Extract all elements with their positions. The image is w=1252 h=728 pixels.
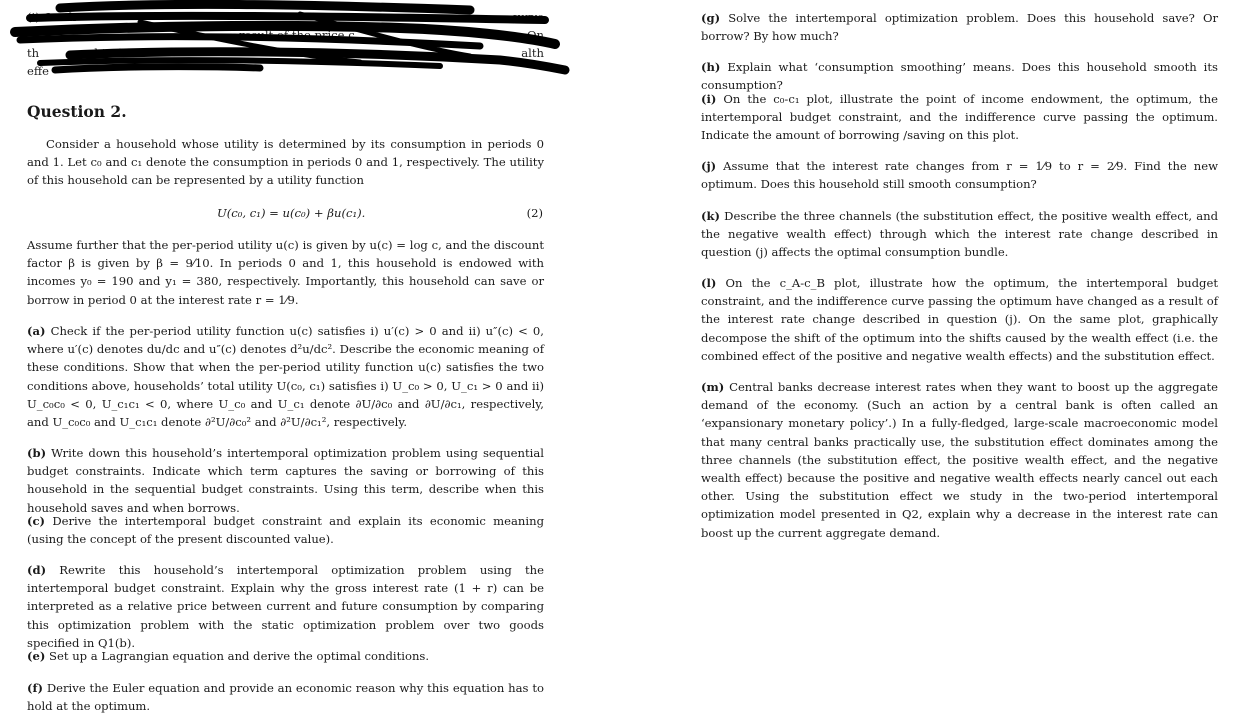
part-b-text: Write down this household’s intertemporal optimization problem using sequential budget constraints. Indicate which term captures the saving or borrowing of this household in the sequential budget constraints. Using this term, describe when this household saves and when borrows. [27,446,544,515]
part-i [701,90,1218,145]
part-l [701,274,1218,365]
part-j [701,157,1218,193]
part-d [27,561,544,652]
equation-body: U(c₀, c₁) = u(c₀) + βu(c₁). [217,206,366,220]
part-c-label: (c) [27,514,46,528]
part-e-text: Set up a Lagrangian equation and derive the optimal conditions. [49,649,430,663]
part-g-text: Solve the intertemporal optimization problem. Does this household save? Or borrow? By how much? [701,11,1219,44]
part-k [701,207,1218,262]
part-h-label: (h) [701,60,721,74]
part-f-text: Derive the Euler equation and provide an economic reason why this equation has to hold at the optimum. [27,681,545,714]
fragment-line2-end: On [527,28,544,42]
part-k-label: (k) [701,209,721,223]
part-a-label: (a) [27,324,46,338]
part-b [27,444,544,517]
fragment-line3-end: alth [521,46,544,60]
assumption-paragraph: Assume further that the per-period utility u(c) is given by u(c) = log c, and the discount factor β is given by β = 9⁄10. In periods 0 and 1, this household is endowed with incomes y₀ = 190 and y₁ = 380, respectively. Importantly, this household can save or borrow in period 0 at the interest rate r = 1⁄9. [27,238,544,307]
part-a-text: Check if the per-period utility function u(c) satisfies i) u′(c) > 0 and ii) u″(c) < 0, where u′(c) denotes du/dc and u″(c) denotes d²u/dc². Describe the economic meaning of these conditions. Show that when the per-period utility function u(c) satisfies the two conditions above, households’ total utility U(c₀, c₁) satisfies i) U_c₀ > 0, U_c₁ > 0 and ii) U_c₀c₀ < 0, U_c₁c₁ < 0, where U_c₀ and U_c₁ denote ∂U/∂c₀ and ∂U/∂c₁, respectively, and U_c₀c₀ and U_c₁c₁ denote ∂²U/∂c₀² and ∂²U/∂c₁², respectively. [27,324,544,430]
part-e-label: (e) [27,649,46,663]
part-e [27,647,544,665]
equation-number: (2) [526,206,543,220]
part-k-text: Describe the three channels (the substitution effect, the positive wealth effect, and the negative wealth effect) through which the interest rate change described in question (j) affects the optimal consumption bundle. [701,209,1218,260]
part-g [701,9,1218,45]
part-m-text: Central banks decrease interest rates when they want to boost up the aggregate demand of the economy. (Such an action by a central bank is often called an ‘expansionary monetary policy’.) In a fully-fledged, large-scale macroeconomic model that many central banks practically use, the substitution effect dominates among the three channels (the substitution effect, the positive wealth effect, and the negative wealth effect) because the positive and negative wealth effects nearly cancel out each other. Using the substitution effect we study in the two-period intertemporal optimization model presented in Q2, explain why a decrease in the interest rate can boost up the current aggregate demand. [701,380,1218,540]
fragment-line2: result of the price c [239,28,355,42]
question-intro: Consider a household whose utility is determined by its consumption in periods 0 and 1. Let c₀ and c₁ denote the consumption in periods 0 and 1, respectively. The utility of this household can be represented by a utility function [27,137,544,188]
part-a [27,322,544,431]
part-l-text: On the c_A-c_B plot, illustrate how the optimum, the intertemporal budget constraint, and the indifference curve passing the optimum have changed as a result of the interest rate change described in question (j). On the same plot, graphically decompose the shift of the optimum into the shifts caused by the wealth effect (i.e. the combined effect of the positive and negative wealth effects) and the substitution effect. [701,276,1218,363]
question-title: Question 2. [27,102,127,121]
part-i-text: On the c₀-c₁ plot, illustrate the point of income endowment, the optimum, the intertemporal budget constraint, and the indifference curve passing the optimum. Indicate the amount of borrowing /saving on this plot. [701,92,1219,143]
fragment-line4-start: effe [27,64,49,78]
part-m [701,378,1218,542]
part-l-label: (l) [701,276,717,290]
redacted-fragment [27,8,544,80]
part-m-label: (m) [701,380,725,394]
fragment-line3-start: th [27,46,40,60]
part-h-text: Explain what ‘consumption smoothing’ means. Does this household smooth its consumption? [701,60,1218,93]
part-f-label: (f) [27,681,43,695]
utility-equation [27,204,544,224]
part-i-label: (i) [701,92,717,106]
part-d-label: (d) [27,563,47,577]
part-b-label: (b) [27,446,47,460]
part-f [27,679,544,715]
part-h [701,58,1218,94]
part-g-label: (g) [701,11,721,25]
part-c-text: Derive the intertemporal budget constraint and explain its economic meaning (using the concept of the present discounted value). [27,514,544,547]
part-d-text: Rewrite this household’s intertemporal optimization problem using the intertemporal budget constraint. Explain why the gross interest rate (1 + r) can be interpreted as a relative price between current and future consumption by comparing this optimization problem with the static optimization problem over two goods specified in Q1(b). [27,563,544,650]
fragment-line3-mid: graphicall [67,46,127,60]
part-j-label: (j) [701,159,717,173]
part-j-text: Assume that the interest rate changes from r = 1⁄9 to r = 2⁄9. Find the new optimum. Does this household still smooth consumption? [701,159,1218,192]
fragment-line1-end: curve [511,10,544,24]
part-c [27,512,544,548]
fragment-line1-start: (i) On th [27,10,77,24]
